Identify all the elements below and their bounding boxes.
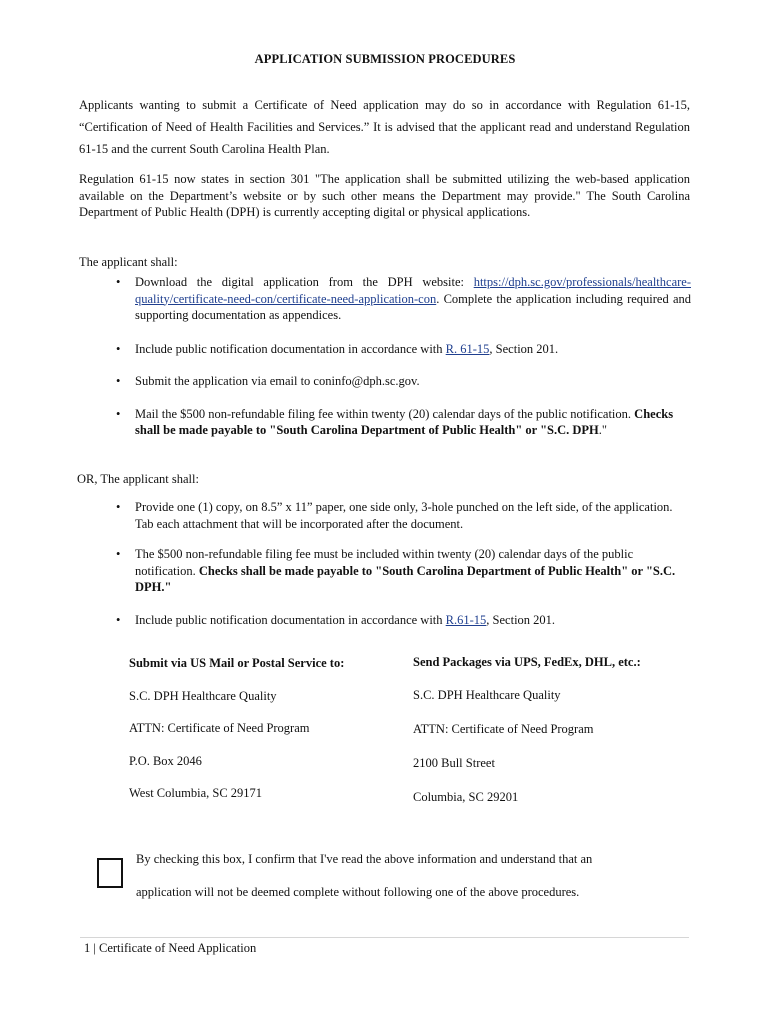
list-item-mail-fee: • Mail the $500 non-refundable filing fee within twenty (20) calendar days of the public notification. Checks shall be made payable to "South Carolina Department of Public Health" or "S.C. DPH." [116, 406, 691, 439]
list-item-paper-copy: • Provide one (1) copy, on 8.5” x 11” paper, one side only, 3-hole punched on the left side, of the application. Tab each attachment that will be incorporated after the document. [116, 499, 691, 532]
page-title: APPLICATION SUBMISSION PROCEDURES [254, 52, 516, 66]
list-item-notification-2: • Include public notification documentation in accordance with R.61-15, Section 201. [116, 612, 691, 629]
mail-line-3: P.O. Box 2046 [129, 754, 202, 768]
option1-list [116, 274, 691, 439]
list-item-fee: • The $500 non-refundable filing fee must be included within twenty (20) calendar days of the public notification. Checks shall be made payable to "South Carolina Department of Public Health" or "S.C. DPH." [116, 546, 691, 596]
packages-heading: Send Packages via UPS, FedEx, DHL, etc.: [413, 655, 641, 669]
mail-line-2: ATTN: Certificate of Need Program [129, 721, 310, 735]
dph-application-link[interactable]: https://dph.sc.gov/professionals/healthcare-quality/certificate-need-con/certificate-need-application-con [135, 275, 691, 306]
packages-line-2: ATTN: Certificate of Need Program [413, 722, 594, 736]
confirm-text-line-2: application will not be deemed complete without following one of the above procedures. [136, 885, 580, 899]
intro-paragraph: Applicants wanting to submit a Certificate of Need application may do so in accordance with Regulation 61-15, “Certification of Need of Health Facilities and Services.” It is advised that the applicant read and understand Regulation 61-15 and the current South Carolina Health Plan. [79, 98, 690, 156]
list-item-notification: • Include public notification documentation in accordance with R. 61-15, Section 201. [116, 341, 691, 358]
regulation-link-2[interactable]: R.61-15 [445, 612, 487, 627]
footer-divider [80, 937, 689, 938]
list-item-download: • Download the digital application from the DPH website: https://dph.sc.gov/professionals/healthcare-quality/certificate-need-con/certificate-need-application-con. Complete the application including required and supporting documentation as appendices. [116, 274, 691, 324]
option2-label: OR, The applicant shall: [77, 472, 199, 486]
packages-line-4: Columbia, SC 29201 [413, 790, 519, 804]
packages-line-1: S.C. DPH Healthcare Quality [413, 688, 561, 702]
option2-list [116, 499, 691, 628]
regulation-link[interactable]: R. 61-15 [445, 341, 490, 356]
confirm-checkbox[interactable] [97, 858, 123, 888]
page-footer: 1 | Certificate of Need Application [84, 941, 257, 955]
confirm-text-line-1: By checking this box, I confirm that I've read the above information and understand that an [136, 852, 593, 866]
mail-line-1: S.C. DPH Healthcare Quality [129, 689, 277, 703]
regulation-paragraph: Regulation 61-15 now states in section 301 "The application shall be submitted utilizing the web-based application available on the Department’s website or by such other means the Department may provide." The South Carolina Department of Public Health (DPH) is currently accepting digital or physical applications. [79, 172, 690, 219]
packages-line-3: 2100 Bull Street [413, 756, 495, 770]
mail-heading: Submit via US Mail or Postal Service to: [129, 656, 345, 670]
option1-label: The applicant shall: [79, 255, 178, 269]
list-item-email: • Submit the application via email to coninfo@dph.sc.gov. [116, 373, 691, 390]
mail-line-4: West Columbia, SC 29171 [129, 786, 263, 800]
